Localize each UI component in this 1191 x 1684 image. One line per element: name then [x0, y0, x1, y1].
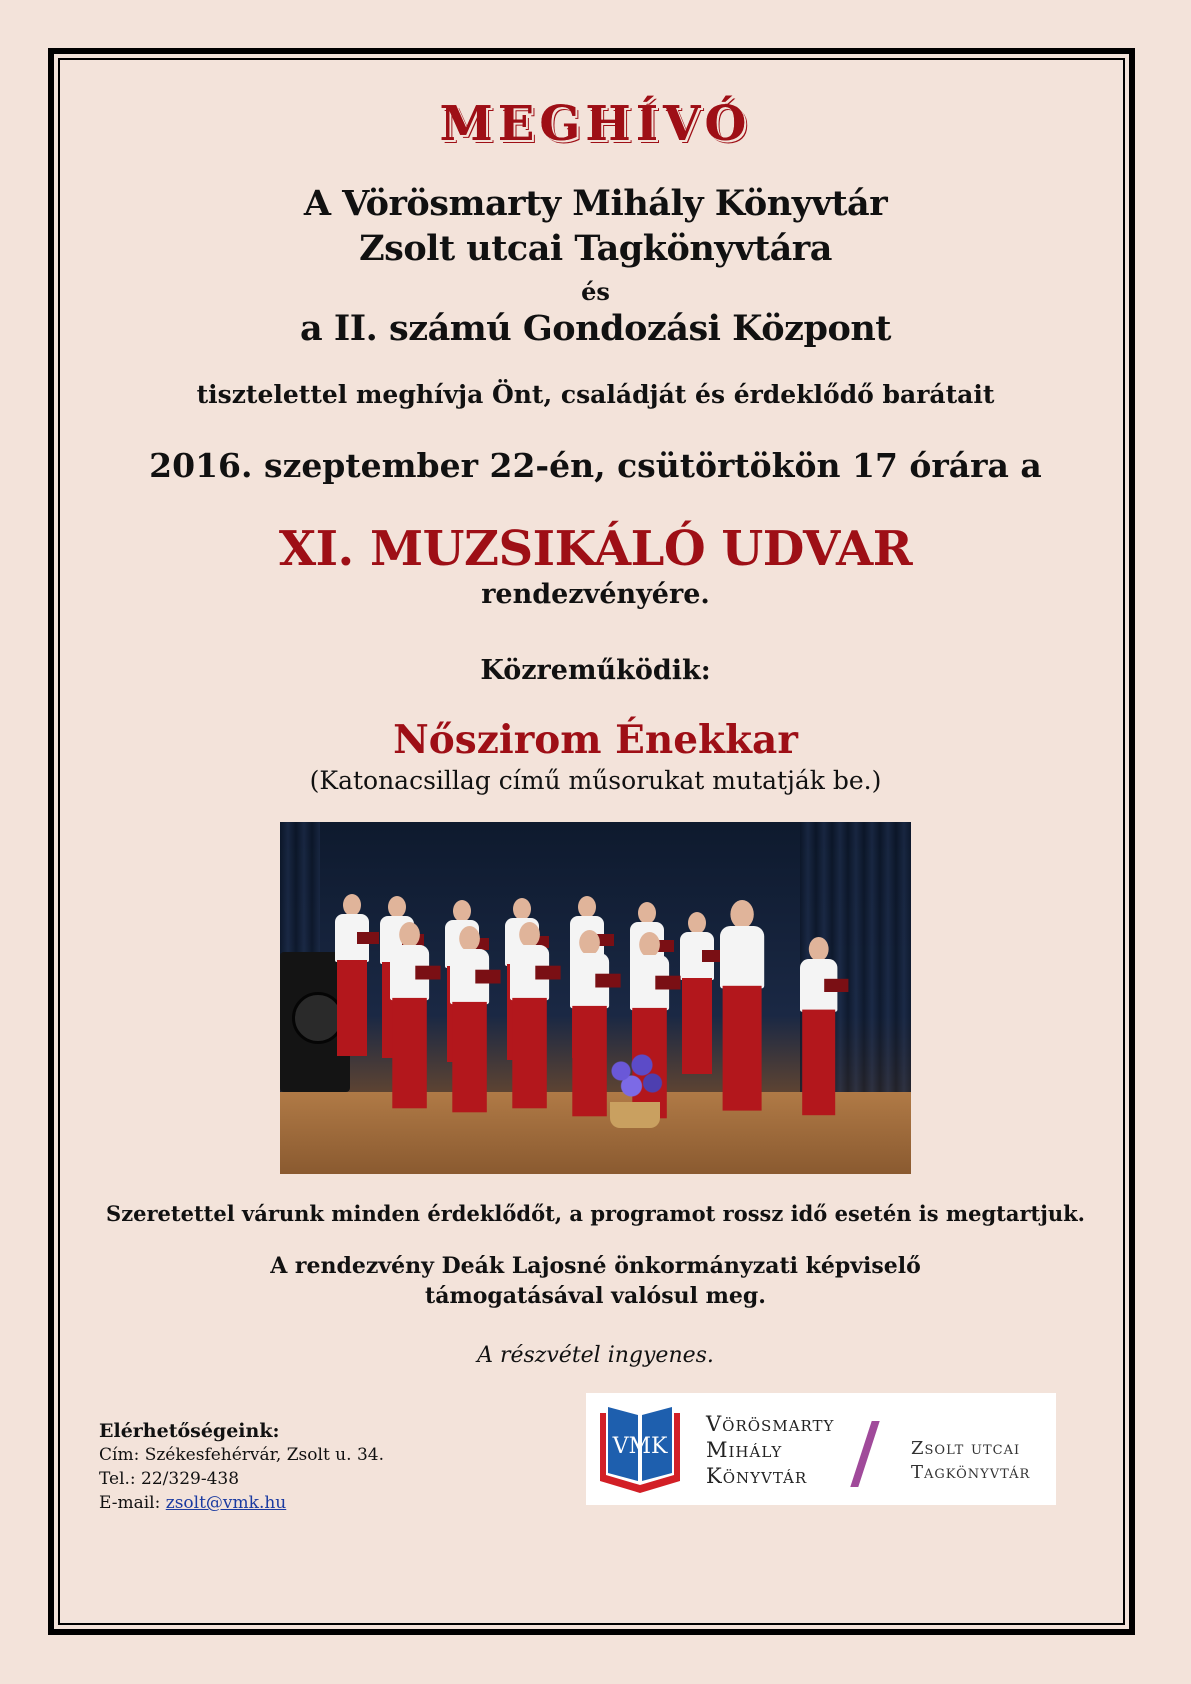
performer-name: Nőszirom Énekkar	[393, 717, 798, 763]
branch-name-line-2: Tagkönyvtár	[911, 1462, 1031, 1483]
contact-address: Cím: Székesfehérvár, Zsolt u. 34.	[99, 1445, 384, 1465]
contact-heading: Elérhetőségeink:	[99, 1420, 280, 1442]
event-date: 2016. szeptember 22-én, csütörtökön 17 órára a	[149, 446, 1042, 485]
library-name	[706, 1411, 834, 1489]
branch-name-line-1: Zsolt utcai	[911, 1438, 1021, 1459]
contact-email-label: E-mail:	[99, 1493, 166, 1513]
support-note-line-2: támogatásával valósul meg.	[425, 1283, 766, 1309]
library-name-line-2: Mihály	[706, 1438, 783, 1462]
logo-divider	[850, 1421, 879, 1487]
book-logo-icon	[594, 1401, 686, 1497]
logo-mark-text: VMK	[612, 1434, 668, 1459]
contact-email-link[interactable]: zsolt@vmk.hu	[165, 1493, 287, 1513]
flower-basket	[610, 1102, 660, 1128]
library-logo	[586, 1393, 1056, 1505]
free-entry-note: A részvétel ingyenes.	[477, 1343, 714, 1368]
contact-email-row	[99, 1491, 384, 1515]
conjunction: és	[581, 277, 610, 306]
invitation-title: MEGHÍVÓ	[439, 96, 752, 152]
invitation-text: tisztelettel meghívja Önt, családját és érdeklődő barátait	[196, 380, 995, 409]
organizer-line-3: a II. számú Gondozási Központ	[300, 308, 891, 349]
support-note-line-1: A rendezvény Deák Lajosné önkormányzati képviselő	[270, 1253, 921, 1279]
event-suffix: rendezvényére.	[481, 579, 710, 610]
event-name: XI. MUZSIKÁLÓ UDVAR	[278, 521, 913, 577]
performer-note: (Katonacsillag című műsorukat mutatják be.)	[309, 766, 882, 795]
flower-bouquet	[600, 1047, 670, 1107]
branch-name	[911, 1437, 1030, 1485]
welcome-note: Szeretettel várunk minden érdeklődőt, a programot rossz idő esetén is megtartjuk.	[106, 1201, 1085, 1226]
choir-photo	[280, 822, 911, 1174]
contact-block	[99, 1419, 384, 1515]
performer-label: Közreműködik:	[480, 655, 711, 686]
library-name-line-3: Könyvtár	[706, 1464, 808, 1488]
organizer-line-1: A Vörösmarty Mihály Könyvtár	[303, 183, 888, 224]
contact-phone: Tel.: 22/329-438	[99, 1469, 240, 1489]
organizer-line-2: Zsolt utcai Tagkönyvtára	[359, 228, 832, 269]
library-name-line-1: Vörösmarty	[706, 1412, 835, 1436]
